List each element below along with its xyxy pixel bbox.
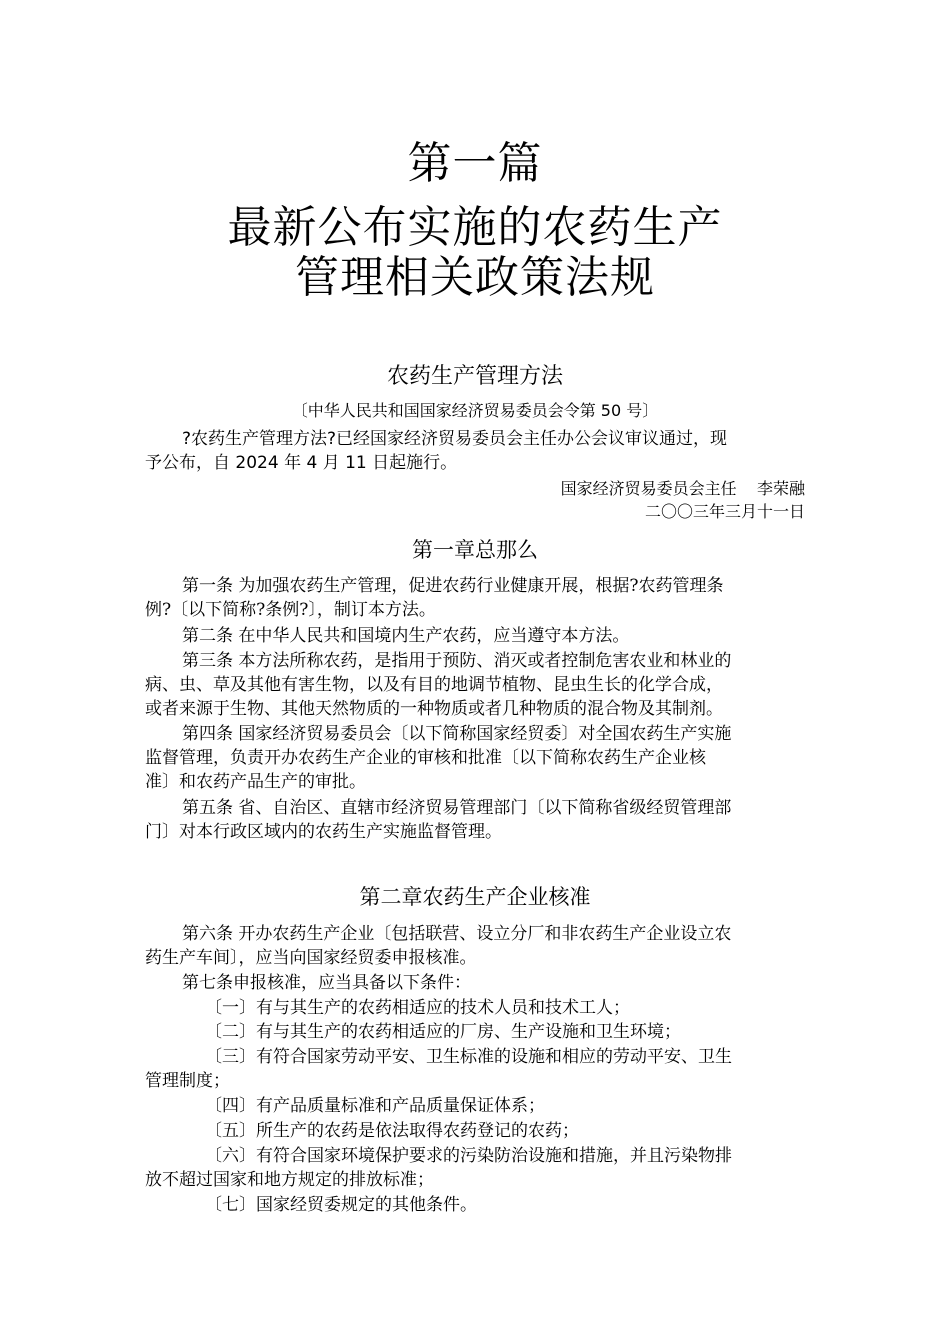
chapter-2-line: 第七条申报核准，应当具备以下条件： xyxy=(182,973,471,993)
chapter-2-line: 放不超过国家和地方规定的排放标准； xyxy=(145,1170,434,1190)
chapter-2-line: 管理制度； xyxy=(145,1071,230,1091)
chapter-1-heading: 第一章总那么 xyxy=(412,538,538,562)
chapter-1-line: 准〕和农药产品生产的审批。 xyxy=(145,772,366,792)
chapter-1-line: 第二条 在中华人民共和国境内生产农药，应当遵守本方法。 xyxy=(182,626,630,646)
part-subtitle-line-2: 管理相关政策法规 xyxy=(295,252,655,303)
chapter-2-line: 第六条 开办农药生产企业〔包括联营、设立分厂和非农药生产企业设立农 xyxy=(182,924,732,944)
chapter-1-line: 第一条 为加强农药生产管理，促进农药行业健康开展，根据?农药管理条 xyxy=(182,576,724,596)
chapter-1-line: 病、虫、草及其他有害生物，以及有目的地调节植物、昆虫生长的化学合成， xyxy=(145,675,723,695)
chapter-1-line: 或者来源于生物、其他天然物质的一种物质或者几种物质的混合物及其制剂。 xyxy=(145,699,723,719)
part-title: 第一篇 xyxy=(407,138,543,189)
chapter-2-line: 〔一〕有与其生产的农药相适应的技术人员和技术工人； xyxy=(205,998,630,1018)
chapter-1-line: 例?〔以下简称?条例?〕，制订本方法。 xyxy=(145,600,436,620)
chapter-2-line: 〔五〕所生产的农药是依法取得农药登记的农药； xyxy=(205,1121,579,1141)
chapter-1-line: 监督管理，负责开办农药生产企业的审核和批准〔以下简称农药生产企业核 xyxy=(145,748,706,768)
chapter-2-line: 药生产车间〕，应当向国家经贸委申报核准。 xyxy=(145,948,477,968)
chapter-2-line: 〔六〕有符合国家环境保护要求的污染防治设施和措施，并且污染物排 xyxy=(205,1146,732,1166)
order-number: 〔中华人民共和国国家经济贸易委员会令第 50 号〕 xyxy=(291,401,659,420)
chapter-1-line: 第四条 国家经济贸易委员会〔以下简称国家经贸委〕对全国农药生产实施 xyxy=(182,724,732,744)
signatory: 国家经济贸易委员会主任 李荣融 xyxy=(560,479,805,498)
law-title: 农药生产管理方法 xyxy=(386,364,563,389)
chapter-2-line: 〔四〕有产品质量标准和产品质量保证体系； xyxy=(205,1096,545,1116)
chapter-1-line: 第五条 省、自治区、直辖市经济贸易管理部门〔以下简称省级经贸管理部 xyxy=(182,798,732,818)
chapter-2-line: 〔三〕有符合国家劳动平安、卫生标准的设施和相应的劳动平安、卫生 xyxy=(205,1047,732,1067)
chapter-2-heading: 第二章农药生产企业核准 xyxy=(359,885,591,909)
part-subtitle-line-1: 最新公布实施的农药生产 xyxy=(227,202,723,253)
issue-date: 二〇〇三年三月十一日 xyxy=(644,502,805,521)
preamble-line-2: 予公布，自 2024 年 4 月 11 日起施行。 xyxy=(145,453,458,473)
chapter-1-line: 门〕对本行政区域内的农药生产实施监督管理。 xyxy=(145,822,502,842)
chapter-1-line: 第三条 本方法所称农药，是指用于预防、消灭或者控制危害农业和林业的 xyxy=(182,651,732,671)
chapter-2-line: 〔七〕国家经贸委规定的其他条件。 xyxy=(205,1195,477,1215)
preamble-line-1: ?农药生产管理方法?已经国家经济贸易委员会主任办公会议审议通过，现 xyxy=(182,429,728,449)
chapter-2-line: 〔二〕有与其生产的农药相适应的厂房、生产设施和卫生环境； xyxy=(205,1022,681,1042)
